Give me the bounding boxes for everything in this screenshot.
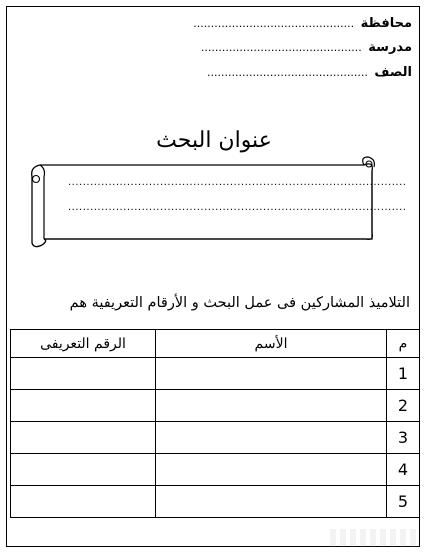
governorate-line [112,16,412,36]
title-line-2[interactable]: ............................................................................................ [68,202,407,213]
name-cell[interactable] [156,486,387,518]
watermark [330,529,420,547]
class-label: الصف [374,65,412,80]
row-number: 2 [387,390,420,422]
table-row [11,390,420,422]
name-cell[interactable] [156,358,387,390]
participants-heading: التلاميذ المشاركين فى عمل البحث و الأرقام التعريفية هم [69,295,410,311]
id-cell[interactable] [11,486,156,518]
class-field[interactable]: .............................................. [206,66,368,79]
row-number: 1 [387,358,420,390]
students-table [10,329,420,518]
table-row [11,358,420,390]
row-number: 3 [387,422,420,454]
name-cell[interactable] [156,454,387,486]
school-field[interactable]: .............................................. [200,41,362,54]
table-row [11,422,420,454]
number-header: م [387,330,420,358]
name-cell[interactable] [156,390,387,422]
table-header-row [11,330,420,358]
row-number: 4 [387,454,420,486]
school-line [112,40,412,60]
table-row [11,454,420,486]
id-cell[interactable] [11,454,156,486]
row-number: 5 [387,486,420,518]
governorate-label: محافظة [360,16,412,31]
id-cell[interactable] [11,422,156,454]
id-header: الرقم التعريفى [11,330,156,358]
class-line [112,65,412,85]
research-title: عنوان البحث [156,128,272,153]
name-cell[interactable] [156,422,387,454]
title-line-1[interactable]: ............................................................................................ [68,177,407,188]
governorate-field[interactable]: .............................................. [193,17,355,30]
table-row [11,486,420,518]
scroll-banner [24,155,407,245]
name-header: الأسم [156,330,387,358]
school-label: مدرسة [368,40,412,55]
id-cell[interactable] [11,390,156,422]
id-cell[interactable] [11,358,156,390]
